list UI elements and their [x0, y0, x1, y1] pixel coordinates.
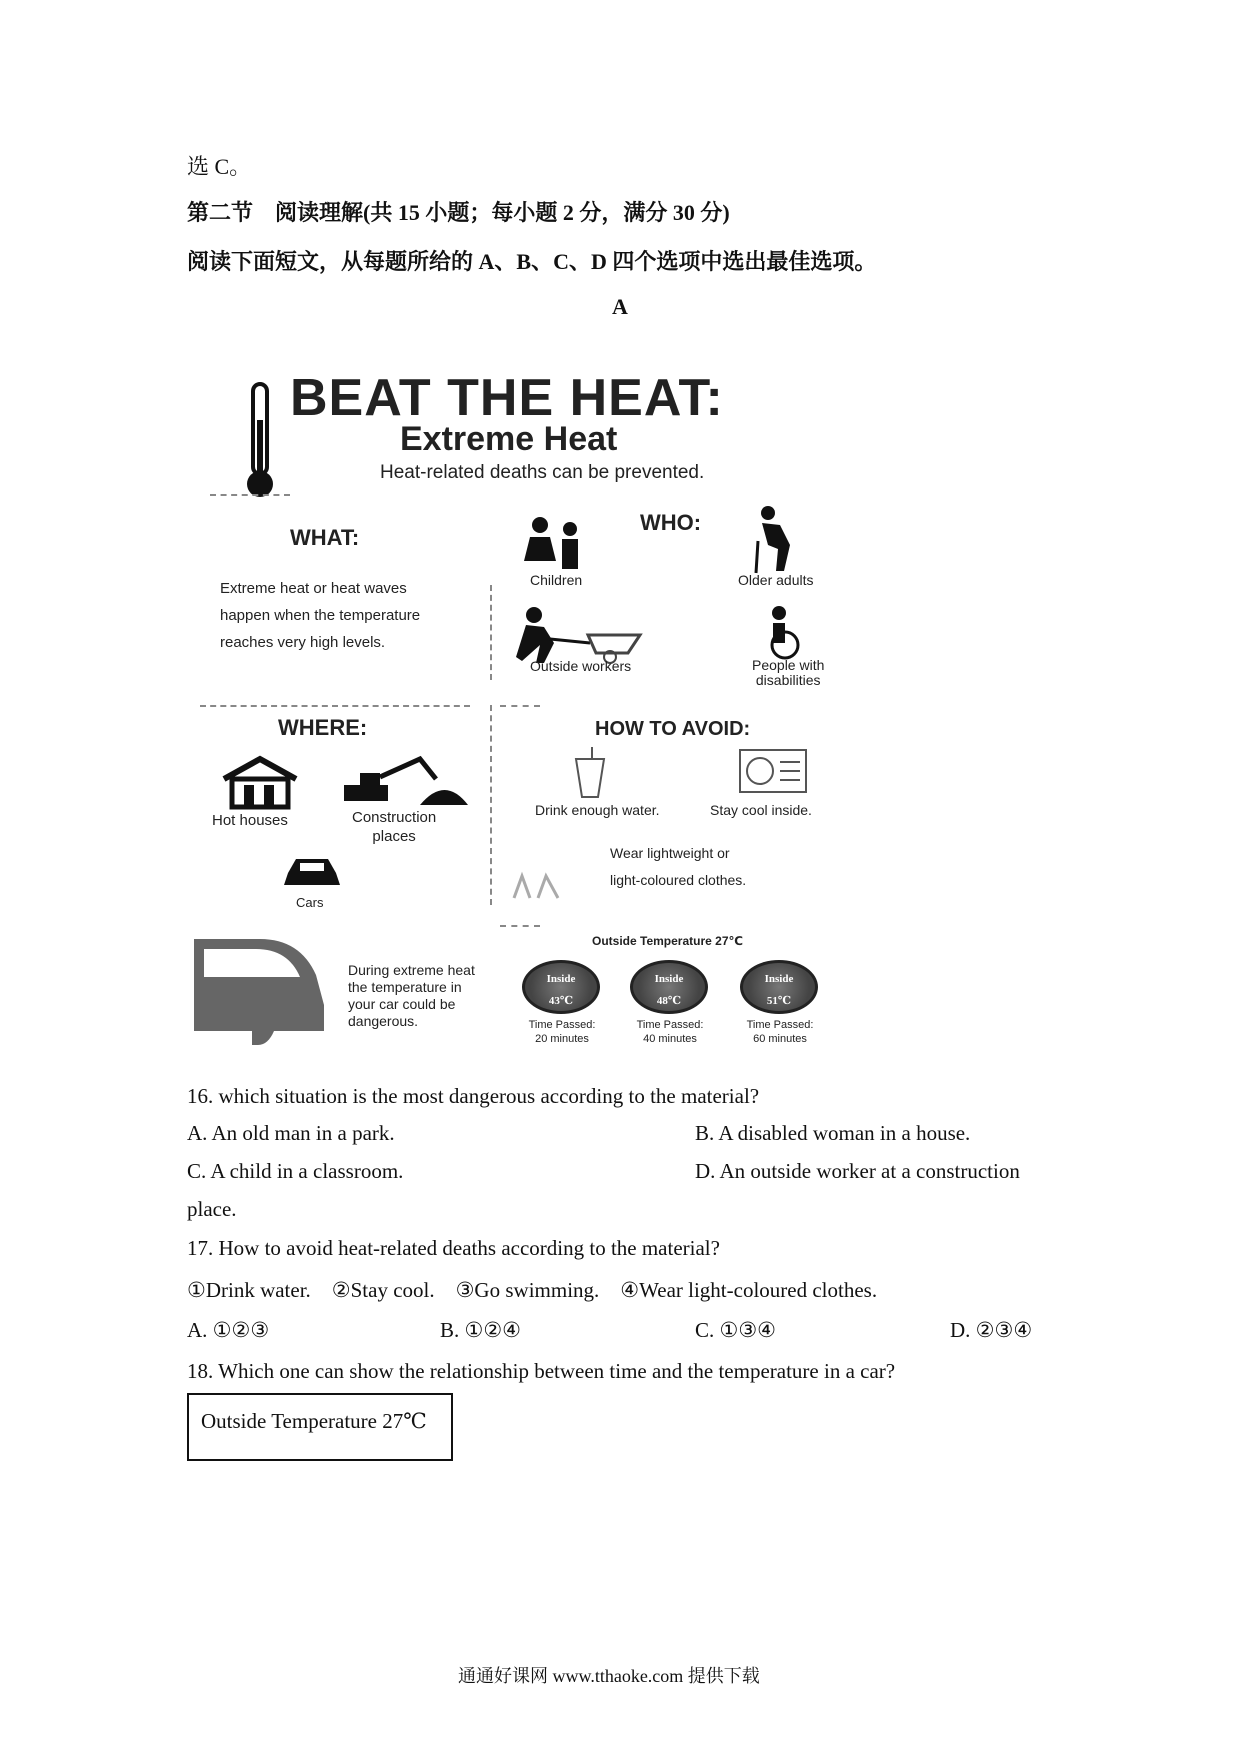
dial-20-minutes: Inside 43℃ — [522, 960, 600, 1014]
passage-label: A — [612, 294, 628, 319]
house-icon — [220, 755, 300, 810]
dial-60-minutes: Inside 51℃ — [740, 960, 818, 1014]
car-side-icon — [190, 935, 330, 1050]
outside-workers-label: Outside workers — [530, 658, 632, 674]
wheelchair-icon — [755, 605, 815, 660]
q16-option-d-continued: place. — [187, 1197, 237, 1221]
instruction: 阅读下面短文，从每题所给的 A、B、C、D 四个选项中选出最佳选项。 — [187, 249, 877, 274]
q17-stem: 17. How to avoid heat-related deaths according to the material? — [187, 1236, 720, 1260]
air-conditioner-icon — [738, 748, 808, 794]
disabilities-label: People with disabilities — [752, 657, 825, 688]
infographic-title: BEAT THE HEAT: — [290, 369, 724, 427]
q17-option-d: D. ②③④ — [950, 1318, 1033, 1342]
q16-option-a: A. An old man in a park. — [187, 1121, 395, 1145]
q16-option-c: C. A child in a classroom. — [187, 1159, 404, 1183]
what-text: Extreme heat or heat waves happen when the temperature reaches very high levels. — [220, 580, 421, 651]
car-icon — [282, 855, 342, 891]
wear-label: Wear lightweight or light-coloured clothes. — [610, 845, 747, 888]
infographic-subtitle: Extreme Heat — [400, 420, 618, 458]
excavator-icon — [340, 755, 470, 810]
older-adults-label: Older adults — [738, 572, 814, 588]
where-heading: WHERE: — [278, 715, 368, 740]
infographic-tagline: Heat-related deaths can be prevented. — [380, 462, 705, 483]
clothes-icon — [512, 870, 562, 900]
outside-worker-icon — [510, 605, 650, 665]
dial-40-minutes: Inside 48℃ — [630, 960, 708, 1014]
q16-option-d: D. An outside worker at a construction — [695, 1159, 1020, 1183]
q17-statements: ①Drink water. ②Stay cool. ③Go swimming. ④Wear light-coloured clothes. — [187, 1278, 878, 1302]
time-passed-60: Time Passed: 60 minutes — [746, 1019, 814, 1045]
avoid-heading: HOW TO AVOID: — [595, 718, 751, 740]
what-heading: WHAT: — [290, 525, 360, 550]
children-icon — [520, 515, 590, 575]
q18-temperature-box — [187, 1393, 453, 1461]
section-title: 第二节 阅读理解(共 15 小题；每小题 2 分，满分 30 分) — [187, 200, 730, 225]
q17-option-b: B. ①②④ — [440, 1318, 521, 1342]
q18-stem: 18. Which one can show the relationship between time and the temperature in a car? — [187, 1359, 896, 1383]
q16-stem: 16. which situation is the most dangerous according to the material? — [187, 1084, 760, 1108]
car-note: During extreme heat the temperature in your car could be dangerous. — [348, 962, 475, 1029]
who-heading: WHO: — [640, 510, 702, 535]
drink-label: Drink enough water. — [535, 802, 660, 818]
q18-box-text: Outside Temperature 27℃ — [201, 1409, 427, 1433]
q16-option-b: B. A disabled woman in a house. — [695, 1121, 971, 1145]
thermometer-icon — [240, 380, 280, 500]
time-passed-20: Time Passed: 20 minutes — [528, 1019, 596, 1045]
footer-text: 通通好课网 www.tthaoke.com 提供下载 — [458, 1666, 760, 1686]
water-cup-icon — [572, 745, 608, 800]
q17-option-c: C. ①③④ — [695, 1318, 776, 1342]
infographic — [190, 370, 850, 1050]
time-passed-40: Time Passed: 40 minutes — [636, 1019, 704, 1045]
children-label: Children — [530, 572, 583, 588]
stay-cool-label: Stay cool inside. — [710, 802, 812, 818]
q17-option-a: A. ①②③ — [187, 1318, 270, 1342]
construction-label: Construction places — [352, 809, 437, 845]
outside-temperature-label: Outside Temperature 27℃ — [592, 934, 744, 948]
cars-label: Cars — [296, 895, 324, 910]
hot-houses-label: Hot houses — [212, 812, 288, 829]
previous-answer: 选 C。 — [187, 154, 252, 179]
older-adult-icon — [750, 505, 810, 575]
